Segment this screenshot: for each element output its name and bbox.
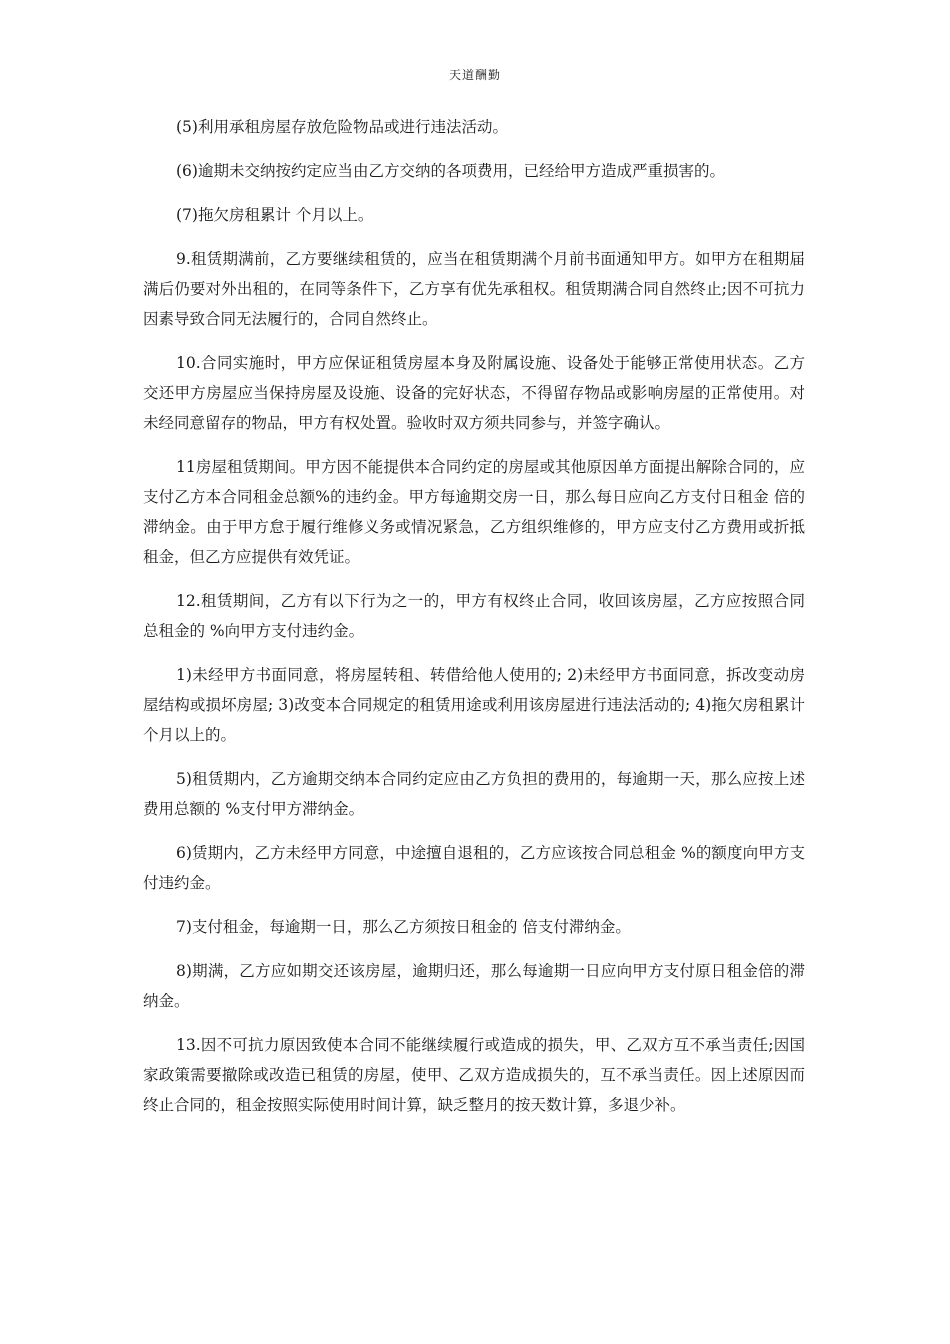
- clause-5: (5)利用承租房屋存放危险物品或进行违法活动。: [176, 118, 508, 136]
- article-12-items-1-4: 1)未经甲方书面同意，将房屋转租、转借给他人使用的; 2)未经甲方书面同意，拆改变动房屋结构或损坏房屋; 3)改变本合同规定的租赁用途或利用该房屋进行违法活动的; 4)拖欠房租累计 个月以上的。: [143, 666, 805, 744]
- clause-6: (6)逾期未交纳按约定应当由乙方交纳的各项费用，已经给甲方造成严重损害的。: [176, 162, 725, 180]
- page-header: 天道酬勤: [448, 68, 501, 82]
- article-12-item-8: 8)期满，乙方应如期交还该房屋，逾期归还，那么每逾期一日应向甲方支付原日租金倍的滞纳金。: [143, 962, 805, 1010]
- article-12-item-5: 5)租赁期内，乙方逾期交纳本合同约定应由乙方负担的费用的，每逾期一天，那么应按上述费用总额的 %支付甲方滞纳金。: [143, 770, 805, 818]
- article-12-item-7: 7)支付租金，每逾期一日，那么乙方须按日租金的 倍支付滞纳金。: [176, 918, 631, 936]
- article-9: 9.租赁期满前，乙方要继续租赁的，应当在租赁期满个月前书面通知甲方。如甲方在租期届满后仍要对外出租的，在同等条件下，乙方享有优先承租权。租赁期满合同自然终止;因不可抗力因素导致合同无法履行的，合同自然终止。: [143, 250, 805, 328]
- document-body: [143, 112, 805, 1134]
- clause-7: (7)拖欠房租累计 个月以上。: [176, 206, 374, 224]
- article-13: 13.因不可抗力原因致使本合同不能继续履行或造成的损失，甲、乙双方互不承当责任;因国家政策需要撤除或改造已租赁的房屋，使甲、乙双方造成损失的，互不承当责任。因上述原因而终止合同的，租金按照实际使用时间计算，缺乏整月的按天数计算，多退少补。: [143, 1036, 805, 1114]
- article-12: 12.租赁期间，乙方有以下行为之一的，甲方有权终止合同，收回该房屋，乙方应按照合同总租金的 %向甲方支付违约金。: [143, 592, 805, 640]
- article-10: 10.合同实施时，甲方应保证租赁房屋本身及附属设施、设备处于能够正常使用状态。乙方交还甲方房屋应当保持房屋及设施、设备的完好状态，不得留存物品或影响房屋的正常使用。对未经同意留存的物品，甲方有权处置。验收时双方须共同参与，并签字确认。: [143, 354, 805, 432]
- article-11: 11房屋租赁期间。甲方因不能提供本合同约定的房屋或其他原因单方面提出解除合同的，应支付乙方本合同租金总额%的违约金。甲方每逾期交房一日，那么每日应向乙方支付日租金 倍的滞纳金。由于甲方怠于履行维修义务或情况紧急，乙方组织维修的，甲方应支付乙方费用或折抵租金，但乙方应提供有效凭证。: [143, 458, 805, 566]
- article-12-item-6: 6)赁期内，乙方未经甲方同意，中途擅自退租的，乙方应该按合同总租金 %的额度向甲方支付违约金。: [143, 844, 805, 892]
